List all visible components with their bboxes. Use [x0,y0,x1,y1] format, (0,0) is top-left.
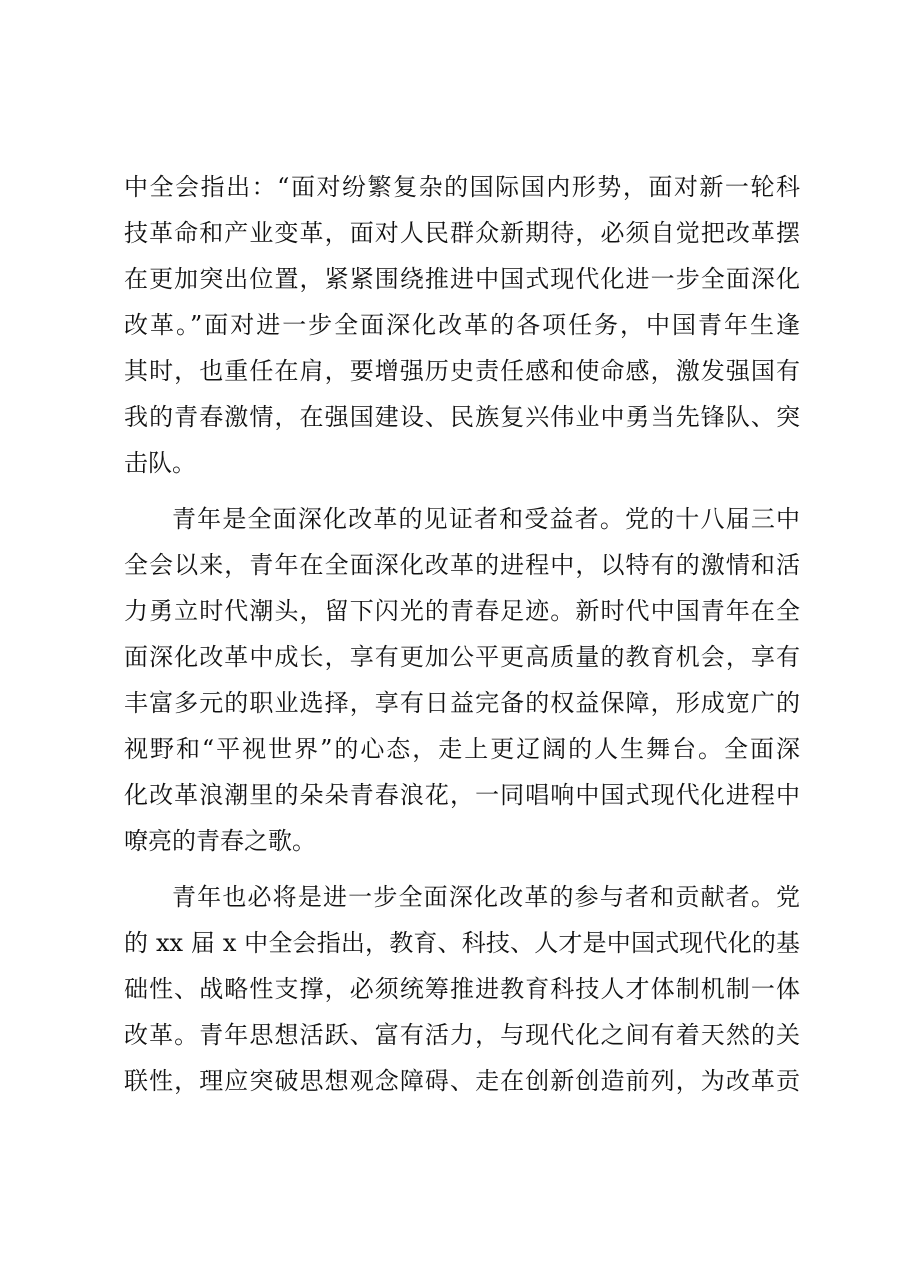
paragraph-line: 我的青春激情，在强国建设、民族复兴伟业中勇当先锋队、突 [124,403,800,431]
paragraph-line: 全会以来，青年在全面深化改革的进程中，以特有的激情和活 [124,551,800,579]
paragraph-line: 丰富多元的职业选择，享有日益完备的权益保障，形成宽广的 [124,689,800,717]
paragraph-line: 改革。青年思想活跃、富有活力，与现代化之间有着天然的关 [124,1021,800,1049]
paragraph-line: 化改革浪潮里的朵朵青春浪花，一同唱响中国式现代化进程中 [124,781,800,809]
paragraph-line: 视野和“平视世界”的心态，走上更辽阔的人生舞台。全面深 [124,735,800,763]
paragraph-line: 联性，理应突破思想观念障碍、走在创新创造前列，为改革贡 [124,1067,800,1095]
paragraph-line: 技革命和产业变革，面对人民群众新期待，必须自觉把改革摆 [124,219,800,247]
paragraph-line: 击队。 [124,449,196,477]
paragraph-line: 力勇立时代潮头，留下闪光的青春足迹。新时代中国青年在全 [124,597,800,625]
paragraph-line: 中全会指出：“面对纷繁复杂的国际国内形势，面对新一轮科 [124,173,800,201]
paragraph-line: 青年是全面深化改革的见证者和受益者。党的十八届三中 [172,505,800,533]
paragraph-line: 改革。”面对进一步全面深化改革的各项任务，中国青年生逢 [124,311,800,339]
paragraph-line: 在更加突出位置，紧紧围绕推进中国式现代化进一步全面深化 [124,265,800,293]
paragraph-line: 的 xx 届 x 中全会指出，教育、科技、人才是中国式现代化的基 [124,929,800,957]
paragraph-line: 青年也必将是进一步全面深化改革的参与者和贡献者。党 [172,883,800,911]
paragraph-line: 嘹亮的青春之歌。 [124,827,316,855]
paragraph-line: 础性、战略性支撑，必须统筹推进教育科技人才体制机制一体 [124,975,800,1003]
paragraph-line: 其时，也重任在肩，要增强历史责任感和使命感，激发强国有 [124,357,800,385]
paragraph-line: 面深化改革中成长，享有更加公平更高质量的教育机会，享有 [124,643,800,671]
